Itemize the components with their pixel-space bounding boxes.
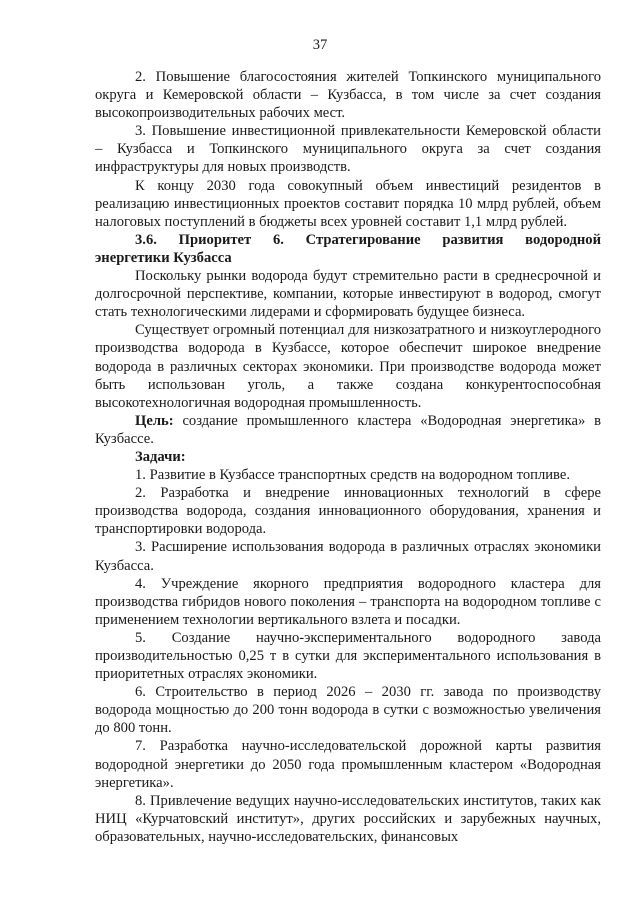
section-heading-head: 3.6. Приоритет 6. Стратегирование развития водородной: [135, 231, 601, 248]
paragraph-hydrogen-markets: Поскольку рынки водорода будут стремительно расти в среднесрочной и долгосрочной перспективе, компании, которые инвестируют в водород, смогут стать технологическими лидерами и сформировать будущее бизнеса.: [95, 268, 601, 321]
task-item: 3. Расширение использования водорода в различных отраслях экономики Кузбасса.: [95, 539, 601, 574]
page-body: [95, 68, 601, 846]
task-item: 5. Создание научно-экспериментального водородного завода производительностью 0,25 т в сутки для экспериментального использования в приоритетных отраслях экономики.: [95, 629, 601, 683]
section-heading: [95, 231, 601, 267]
paragraph-welfare: 2. Повышение благосостояния жителей Топкинского муниципального округа и Кемеровской области – Кузбасса, в том числе за счет создания высокопроизводительных рабочих мест.: [95, 69, 601, 122]
goal-label: Цель:: [135, 412, 174, 429]
task-item: 4. Учреждение якорного предприятия водородного кластера для производства гибридов нового поколения – транспорта на водородном топливе с применением технологии вертикального взлета и посадки.: [95, 575, 601, 628]
paragraph-investment-volume: К концу 2030 года совокупный объем инвестиций резидентов в реализацию инвестиционных проектов составит порядка 10 млрд рублей, объем налоговых поступлений в бюджеты всех уровней составит 1,1 млрд рублей.: [95, 177, 601, 230]
task-item: 7. Разработка научно-исследовательской дорожной карты развития водородной энергетики до 2050 года промышленным кластером «Водородная энергетика».: [95, 738, 601, 791]
page-number: 37: [312, 37, 328, 53]
goal-paragraph: [95, 412, 601, 448]
section-heading-tail: энергетики Кузбасса: [95, 249, 232, 266]
tasks-label: Задачи:: [135, 448, 186, 465]
task-item: 8. Привлечение ведущих научно-исследовательских институтов, таких как НИЦ «Курчатовский институт», других российских и зарубежных научных, образовательных, научно-исследовательских, финансовых: [95, 792, 601, 845]
paragraph-hydrogen-potential: Существует огромный потенциал для низкозатратного и низкоуглеродного производства водорода в Кузбассе, которое обеспечит широкое внедрение водорода в различных секторах экономики. При производстве водорода может быть использован уголь, а также создана конкурентоспособная высокотехнологичная водородная промышленность.: [95, 322, 601, 411]
task-item: 1. Развитие в Кузбассе транспортных средств на водородном топливе.: [135, 467, 570, 484]
paragraph-investment-attractiveness: 3. Повышение инвестиционной привлекательности Кемеровской области – Кузбасса и Топкинского муниципального округа за счет создания инфраструктуры для новых производств.: [95, 123, 601, 176]
goal-text: создание промышленного кластера «Водородная энергетика» в Кузбассе.: [95, 412, 601, 447]
task-item: 6. Строительство в период 2026 – 2030 гг. завода по производству водорода мощностью до 200 тонн водорода в сутки с возможностью увеличения до 800 тонн.: [95, 684, 601, 737]
task-item: 2. Разработка и внедрение инновационных технологий в сфере производства водорода, создания инновационного оборудования, хранения и транспортировки водорода.: [95, 485, 601, 538]
